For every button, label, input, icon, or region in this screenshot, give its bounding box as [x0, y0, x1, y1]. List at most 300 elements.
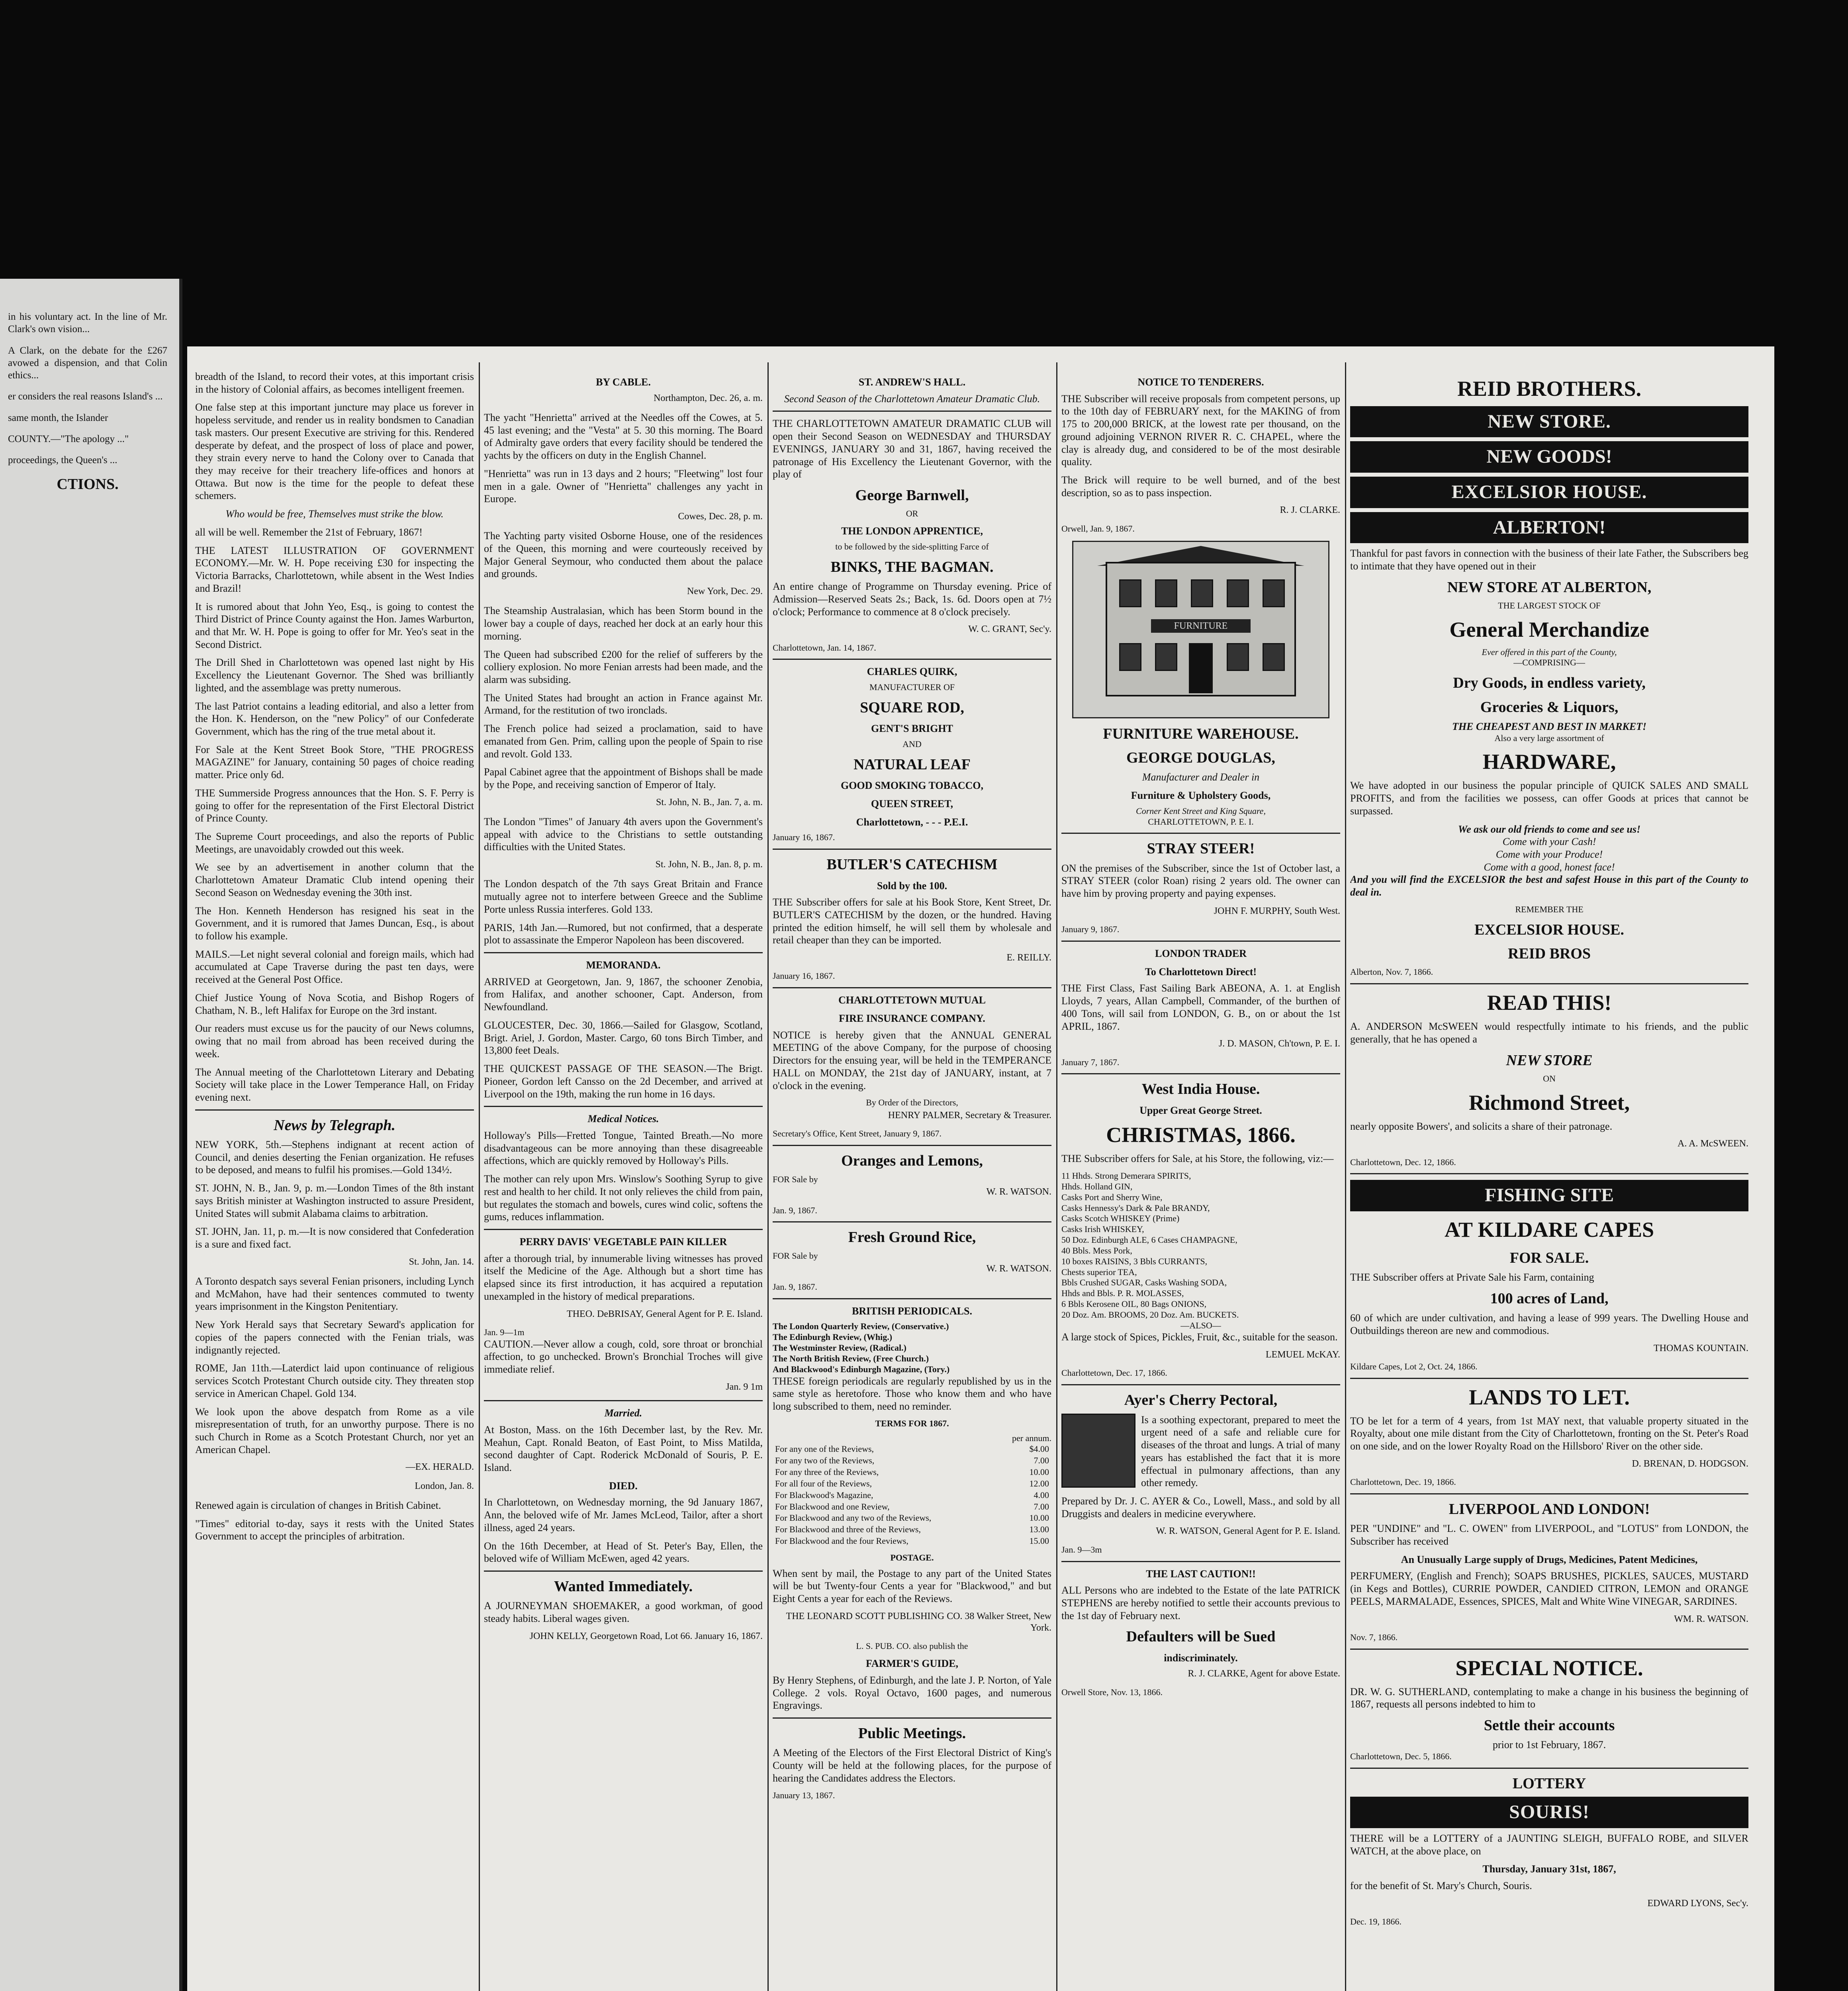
ad-title: LIVERPOOL AND LONDON!: [1449, 1500, 1650, 1518]
column-rule: [1056, 362, 1057, 1991]
ad-text: THE CHEAPEST AND BEST IN MARKET!: [1452, 720, 1647, 732]
cherry-pectoral-engraving: [1061, 1414, 1135, 1488]
news-paragraph: The Annual meeting of the Charlottetown Literary and Debating Society will take place in the Lower Temperance Hall, on Friday evening next.: [195, 1066, 474, 1103]
ad-paragraph: PER "UNDINE" and "L. C. OWEN" from LIVERPOOL, and "LOTUS" from LONDON, the Subscriber has received: [1350, 1523, 1748, 1547]
ad-date: Jan. 9—1m: [484, 1327, 525, 1337]
news-paragraph: The Steamship Australasian, which has been Storm bound in the lower bay a couple of days, reached her dock at an early hour this morning.: [484, 605, 763, 642]
ad-text: Ever offered in this part of the County,: [1482, 647, 1617, 657]
list-item: The Edinburgh Review, (Whig.): [773, 1332, 893, 1342]
ad-text: Charlottetown, - - - P.E.I.: [856, 816, 968, 828]
news-paragraph: The French police had seized a proclamation, said to have emanated from Gen. Prim, calling upon the people of Spain to rise and revolt. Gold 133.: [484, 723, 763, 760]
ad-text: Also a very large assortment of: [1494, 733, 1604, 743]
prev-fragment: CTIONS.: [57, 476, 119, 493]
news-paragraph: ST. JOHN, N. B., Jan. 9, p. m.—London Times of the 8th instant says British minister at Washington instructed to assure President, United States will submit Alabama claims to arbitration.: [195, 1182, 474, 1219]
ad-paragraph: NOTICE is hereby given that the ANNUAL GENERAL MEETING of the above Company, for the purpose of choosing Directors for the ensuing year, will be held in the TEMPERANCE HALL on MONDAY, the 21st day of JANUARY, instant, at 7 o'clock in the evening.: [773, 1029, 1051, 1091]
ad-paragraph: THE Subscriber will receive proposals from competent persons, up to the 10th day of FEBRUARY next, for the MAKING of from 175 to 200,000 BRICK, at the lowest rate per thousand, on the ground adjoining VERNON RIVER R. C. CHAPEL, where the clay is already dug, and considered to be of the most desirable quality.: [1061, 393, 1340, 468]
ad-title: 100 acres of Land,: [1490, 1290, 1609, 1307]
ad-title: FIRE INSURANCE COMPANY.: [839, 1012, 985, 1024]
ad-text: —COMPRISING—: [1513, 657, 1585, 668]
ad-banner: EXCELSIOR HOUSE.: [1350, 477, 1748, 508]
list-item: 10 boxes RAISINS, 3 Bbls CURRANTS,: [1061, 1256, 1208, 1266]
divider: [484, 1571, 763, 1572]
dateline: St. John, N. B., Jan. 8, p. m.: [655, 859, 763, 870]
news-paragraph: THE LATEST ILLUSTRATION OF GOVERNMENT ECONOMY.—Mr. W. H. Pope receiving £30 for inspecting the Victoria Barracks, Charlottetown, while absent in the West Indies and Brazil!: [195, 544, 474, 594]
dateline: —EX. HERALD.: [405, 1462, 474, 1473]
news-paragraph: Chief Justice Young of Nova Scotia, and Bishop Rogers of Chatham, N. B., left Halifax for Europe on the 3rd instant.: [195, 992, 474, 1016]
news-paragraph: New York Herald says that Secretary Seward's application for copies of the papers connected with the Fenian trials, was indignantly rejected.: [195, 1319, 474, 1356]
ad-title: GENT'S BRIGHT: [871, 723, 953, 735]
list-item: Hhds and Bbls. P. R. MOLASSES,: [1061, 1288, 1184, 1299]
ad-date: January 9, 1867.: [1061, 924, 1120, 935]
prev-fragment: same month, the Islander: [8, 412, 108, 423]
table-row: [773, 1490, 1051, 1501]
table-cell: For Blackwood's Magazine,: [775, 1490, 873, 1500]
ad-date: Orwell, Jan. 9, 1867.: [1061, 523, 1135, 534]
ad-banner: SOURIS!: [1350, 1797, 1748, 1828]
ad-signature: A. A. McSWEEN.: [1678, 1138, 1748, 1149]
table-cell: For all four of the Reviews,: [775, 1478, 872, 1488]
news-paragraph: NEW YORK, 5th.—Stephens indignant at recent action of Council, and denies deserting the Fenian organization. He refuses to be deposed, and means to fulfil his promises.—Gold 134½.: [195, 1139, 474, 1176]
ad-paragraph: PERFUMERY, (English and French); SOAPS BRUSHES, PICKLES, SAUCES, MUSTARD (in Kegs and Bottles), CURRIE POWDER, CANDIED CITRON, LEMON and ORANGE PEELS, MARMALADE, Essences, SPICES, Malt and White Wine VINEGAR, SARDINES.: [1350, 1570, 1748, 1607]
ad-paragraph: A large stock of Spices, Pickles, Fruit, &c., suitable for the season.: [1061, 1331, 1338, 1343]
window-shape: [1119, 643, 1141, 671]
ad-title: indiscriminately.: [1164, 1652, 1238, 1664]
ad-text: THE LARGEST STOCK OF: [1498, 600, 1601, 610]
ad-date: Dec. 19, 1866.: [1350, 1916, 1402, 1926]
ad-paragraph: TO be let for a term of 4 years, from 1st MAY next, that valuable property situated in the Royalty, about one mile distant from the City of Charlottetown, fronting on the St. Peter's Road on one side, and on the lower Royalty Road on the Hillsboro' River on the other side.: [1350, 1415, 1748, 1452]
news-paragraph: THE Summerside Progress announces that the Hon. S. F. Perry is going to offer for the representation of the First Electoral District of Prince County.: [195, 787, 474, 824]
ad-title: BINKS, THE BAGMAN.: [830, 558, 994, 575]
section-heading: DIED.: [609, 1480, 638, 1492]
list-item: Chests superior TEA,: [1061, 1267, 1137, 1277]
notice-paragraph: On the 16th December, at Head of St. Peter's Bay, Ellen, the beloved wife of William McEwen, aged 42 years.: [484, 1540, 763, 1565]
ad-text: to be followed by the side-splitting Farce of: [835, 541, 989, 552]
ad-text: AND: [902, 739, 922, 749]
ad-heading: NOTICE TO TENDERERS.: [1137, 376, 1264, 388]
ad-text: L. S. PUB. CO. also publish the: [856, 1641, 968, 1651]
ad-signature: HENRY PALMER, Secretary & Treasurer.: [888, 1110, 1051, 1121]
prev-fragment: er considers the real reasons Island's ...: [8, 391, 163, 402]
ad-signature: EDWARD LYONS, Sec'y.: [1647, 1898, 1748, 1909]
ad-subheading: To Charlottetown Direct!: [1145, 966, 1257, 978]
ad-paragraph: And you will find the EXCELSIOR the best and safest House in this part of the County to deal in.: [1350, 874, 1748, 898]
table-cell: For Blackwood and one Review,: [775, 1501, 890, 1512]
news-paragraph: The London "Times" of January 4th avers upon the Government's appeal with advice to the Christians to settle outstanding difficulties with the United States.: [484, 816, 763, 853]
divider: [484, 1229, 763, 1230]
ad-paragraph: THE CHARLOTTETOWN AMATEUR DRAMATIC CLUB will open their Second Season on WEDNESDAY and THURSDAY EVENINGS, JANUARY 30 and 31, 1867, having received the patronage of His Excellency the Lieutenant Governor, with the play of: [773, 418, 1051, 480]
divider: [773, 849, 1051, 850]
divider: [773, 987, 1051, 988]
ad-signature: W. R. WATSON, General Agent for P. E. Island.: [1156, 1526, 1340, 1537]
news-paragraph: The Yachting party visited Osborne House, one of the residences of the Queen, this morning and were courteously received by Major General Seymour, who conducted them about the palace and grounds.: [484, 530, 763, 580]
news-paragraph: "Henrietta" was run in 13 days and 2 hours; "Fleetwing" lost four men in a gale. Owner of "Henrietta" challenges any yacht in Europe.: [484, 467, 763, 505]
divider: [1350, 1768, 1748, 1769]
ad-paragraph: for the benefit of St. Mary's Church, Souris.: [1350, 1880, 1532, 1891]
ad-text: CHARLOTTETOWN, P. E. I.: [1148, 816, 1254, 827]
ad-signature: WM. R. WATSON.: [1674, 1614, 1748, 1624]
ad-title: CHARLOTTETOWN MUTUAL: [838, 994, 986, 1006]
notice-paragraph: At Boston, Mass. on the 16th December last, by the Rev. Mr. Meahun, Capt. Ronald Beaton, of East Point, to Miss Matilda, second daughter of Capt. Roderick McDonald of Souris, P. E. Island.: [484, 1424, 763, 1473]
table-cell: For any two of the Reviews,: [775, 1455, 875, 1466]
ad-title: NEW STORE AT ALBERTON,: [1447, 579, 1652, 596]
terms-table: [773, 1443, 1051, 1547]
divider: [484, 1106, 763, 1107]
ad-title: REID BROS: [1508, 945, 1591, 962]
ad-signature: JOHN F. MURPHY, South West.: [1214, 906, 1340, 916]
ad-date: January 16, 1867.: [773, 832, 835, 843]
table-cell: 15.00: [1029, 1536, 1049, 1546]
ad-paragraph: The Brick will require to be well burned, and of the best description, so as to pass inspection.: [1061, 474, 1340, 499]
list-item: Bbls Crushed SUGAR, Casks Washing SODA,: [1061, 1277, 1227, 1288]
table-cell: For any three of the Reviews,: [775, 1467, 879, 1477]
divider: [1350, 1378, 1748, 1379]
window-shape: [1191, 579, 1213, 607]
ad-title: Fresh Ground Rice,: [848, 1229, 976, 1246]
table-row: [773, 1455, 1051, 1467]
table-cell: For any one of the Reviews,: [775, 1444, 874, 1454]
ad-text: ON: [1543, 1073, 1556, 1084]
ad-signature: THEO. DeBRISAY, General Agent for P. E. Island.: [567, 1308, 763, 1319]
column-cable-news: [484, 370, 763, 1991]
ad-title: CHARLES QUIRK,: [867, 666, 957, 678]
dateline: Northampton, Dec. 26, a. m.: [654, 393, 763, 403]
table-row: [773, 1535, 1051, 1547]
news-paragraph: ST. JOHN, Jan. 11, p. m.—It is now considered that Confederation is a sure and fixed fact.: [195, 1226, 474, 1250]
ad-paragraph: THE First Class, Fast Sailing Bark ABEONA, A. 1. at English Lloyds, 7 years, Allan Campbell, Commander, of the burthen of 400 Tons, will sail from LONDON, G. B., on or about the 1st APRIL, 1867.: [1061, 982, 1340, 1032]
ad-title: THE LONDON APPRENTICE,: [841, 525, 983, 537]
ad-text: FOR Sale by: [773, 1174, 818, 1184]
list-item: Hhds. Holland GIN,: [1061, 1181, 1133, 1191]
ad-paragraph: Prepared by Dr. J. C. AYER & Co., Lowell, Mass., and sold by all Druggists and dealers in medicine everywhere.: [1061, 1495, 1340, 1520]
news-paragraph: all will be well. Remember the 21st of February, 1867!: [195, 526, 423, 538]
ad-text: By Order of the Directors,: [866, 1097, 958, 1108]
ad-paragraph: ALL Persons who are indebted to the Estate of the late PATRICK STEPHENS are hereby notified to settle their accounts previous to the 1st day of February next.: [1061, 1584, 1340, 1621]
section-heading: Medical Notices.: [587, 1113, 659, 1125]
news-paragraph: A Toronto despatch says several Fenian prisoners, including Lynch and McMahon, have had their sentences commuted to twenty years imprisonment in the Kingston Penitentiary.: [195, 1275, 474, 1312]
list-item: The Westminster Review, (Radical.): [773, 1343, 906, 1353]
window-shape: [1227, 579, 1249, 607]
column-advertisements: [773, 370, 1051, 1991]
news-paragraph: Renewed again is circulation of changes in British Cabinet.: [195, 1499, 441, 1511]
news-paragraph: The yacht "Henrietta" arrived at the Needles off the Cowes, at 5. 45 last evening; and the "Vesta" at 5. 30 this morning. The Board of Admiralty gave orders that every facility should be tendered the yachts by the officers on duty in the English Channel.: [484, 411, 763, 462]
ad-signature: W. R. WATSON.: [986, 1263, 1051, 1274]
divider: [773, 1298, 1051, 1299]
table-cell: 12.00: [1029, 1478, 1049, 1488]
ad-paragraph: A JOURNEYMAN SHOEMAKER, a good workman, of good steady habits. Liberal wages given.: [484, 1600, 763, 1625]
divider: [773, 659, 1051, 660]
ad-signature: JOHN KELLY, Georgetown Road, Lot 66. January 16, 1867.: [529, 1631, 763, 1641]
table-cell: For Blackwood and the four Reviews,: [775, 1536, 908, 1546]
ad-title: FOR SALE.: [1509, 1249, 1589, 1266]
ad-date: Charlottetown, Jan. 14, 1867.: [773, 642, 876, 653]
ad-title: READ THIS!: [1487, 991, 1612, 1015]
news-paragraph: The United States had brought an action in France against Mr. Armand, for the restitution of two ironclads.: [484, 692, 763, 716]
ad-paragraph: THERE will be a LOTTERY of a JAUNTING SLEIGH, BUFFALO ROBE, and SILVER WATCH, at the above place, on: [1350, 1832, 1748, 1857]
ad-paragraph: When sent by mail, the Postage to any part of the United States will be but Twenty-four Cents a year for "Blackwood," and but Eight Cents a year for each of the Reviews.: [773, 1567, 1051, 1605]
news-paragraph: PARIS, 14th Jan.—Rumored, but not confirmed, that a desperate plot to assassinate the Emperor Napoleon has been discovered.: [484, 921, 763, 946]
ad-text: OR: [906, 509, 918, 519]
ad-text: QUEEN STREET,: [871, 798, 953, 810]
divider: [195, 1109, 474, 1111]
divider: [773, 1145, 1051, 1146]
dateline: St. John, Jan. 14.: [409, 1256, 474, 1267]
ad-paragraph: CAUTION.—Never allow a cough, cold, sore throat or bronchial affection, to go unchecked. Brown's Bronchial Troches will give immediate relief.: [484, 1338, 763, 1375]
ad-signature: D. BRENAN, D. HODGSON.: [1632, 1458, 1748, 1469]
divider: [773, 1221, 1051, 1222]
ad-title: LONDON TRADER: [1155, 947, 1247, 959]
ad-text: MANUFACTURER OF: [869, 682, 955, 692]
ad-heading: PERRY DAVIS' VEGETABLE PAIN KILLER: [519, 1236, 727, 1248]
divider: [773, 1717, 1051, 1719]
ad-signature: THOMAS KOUNTAIN.: [1653, 1343, 1748, 1353]
ad-signature: R. J. CLARKE.: [1280, 505, 1340, 516]
ad-paragraph: THE Subscriber offers for sale at his Book Store, Kent Street, Dr. BUTLER'S CATECHISM by the dozen, or the hundred. Having printed the edition himself, he will sell them by wholesale and retail cheaper than they can be imported.: [773, 896, 1051, 946]
news-paragraph: Our readers must excuse us for the paucity of our News columns, owing that no mail from abroad has been received during the week.: [195, 1023, 474, 1060]
ad-signature: W. R. WATSON.: [986, 1187, 1051, 1197]
ad-paragraph: DR. W. G. SUTHERLAND, contemplating to make a change in his business the beginning of 1867, requests all persons indebted to him to: [1350, 1686, 1748, 1710]
divider: [1061, 941, 1340, 942]
ad-title: CHRISTMAS, 1866.: [1106, 1123, 1296, 1147]
ad-date: January 16, 1867.: [773, 971, 835, 981]
ad-title: BUTLER'S CATECHISM: [826, 856, 998, 873]
news-paragraph: Holloway's Pills—Fretted Tongue, Tainted Breath.—No more disadvantageous can be more annoying than these disagreeable affections, which are quickly removed by Holloway's Pills.: [484, 1129, 763, 1167]
ad-title: FURNITURE WAREHOUSE.: [1103, 725, 1299, 742]
ad-paragraph: We have adopted in our business the popular principle of QUICK SALES AND SMALL PROFITS, and from the facilities we possess, can offer Goods at prices that cannot be surpassed.: [1350, 780, 1748, 817]
previous-page-fragment: [0, 279, 182, 1991]
divider: [1061, 1384, 1340, 1385]
ad-title: Ayer's Cherry Pectoral,: [1124, 1392, 1278, 1409]
ad-banner: ALBERTON!: [1350, 512, 1748, 544]
news-paragraph: THE QUICKEST PASSAGE OF THE SEASON.—The Brigt. Pioneer, Gordon left Cansso on the 2d December, and arrived at Liverpool on the 19th, making the run home in 16 days.: [484, 1063, 763, 1100]
ad-text: Come with a good, honest face!: [1484, 861, 1615, 873]
ad-text: Come with your Produce!: [1496, 848, 1603, 860]
dateline: New York, Dec. 29.: [687, 586, 763, 597]
column-advertisements-2: [1061, 370, 1340, 1991]
ad-title: Public Meetings.: [858, 1725, 966, 1742]
divider: [1061, 833, 1340, 834]
news-paragraph: For Sale at the Kent Street Book Store, "THE PROGRESS MAGAZINE" for January, containing 50 pages of choice reading matter. Price only 6d.: [195, 743, 474, 781]
window-shape: [1155, 643, 1177, 671]
ad-date: January 7, 1867.: [1061, 1057, 1120, 1067]
table-row: [773, 1524, 1051, 1535]
table-cell: 10.00: [1029, 1513, 1049, 1523]
ad-text: Manufacturer and Dealer in: [1142, 771, 1260, 783]
ad-banner: NEW STORE.: [1350, 406, 1748, 438]
ad-banner: NEW GOODS!: [1350, 441, 1748, 473]
list-item: Casks Hennessy's Dark & Pale BRANDY,: [1061, 1203, 1210, 1213]
table-cell: 4.00: [1034, 1490, 1049, 1500]
ad-text: REMEMBER THE: [1515, 904, 1584, 914]
ad-date: Jan. 9, 1867.: [773, 1205, 817, 1215]
table-unit: per annum.: [1012, 1433, 1051, 1443]
table-row: [773, 1467, 1051, 1478]
ad-title: REID BROTHERS.: [1457, 377, 1642, 401]
ad-date: Secretary's Office, Kent Street, January 9, 1867.: [773, 1128, 942, 1139]
ad-banner: FISHING SITE: [1350, 1180, 1748, 1211]
ad-date: January 13, 1867.: [773, 1790, 835, 1800]
ad-title: General Merchandize: [1449, 617, 1649, 642]
window-shape: [1263, 579, 1285, 607]
list-item: 6 Bbls Kerosene OIL, 80 Bags ONIONS,: [1061, 1299, 1207, 1309]
news-paragraph: We look upon the above despatch from Rome as a vile misrepresentation of truth, for an unworthy purpose. There is no such Church in Rome as a Scotch Protestant Church, nor yet an American Chapel.: [195, 1406, 474, 1455]
news-paragraph: The Hon. Kenneth Henderson has resigned his seat in the Government, and it is rumored that James Duncan, Esq., is about to follow his example.: [195, 905, 474, 942]
table-cell: $4.00: [1029, 1444, 1049, 1454]
ad-date: Jan. 9 1m: [726, 1381, 763, 1392]
news-paragraph: "Times" editorial to-day, says it rests with the United States Government to accept the principles of arbitration.: [195, 1518, 474, 1542]
dateline: London, Jan. 8.: [415, 1481, 474, 1491]
table-row: [773, 1501, 1051, 1513]
news-paragraph: We see by an advertisement in another column that the Charlottetown Amateur Dramatic Club intend opening their Second Season on Wednesday evening the 30th inst.: [195, 861, 474, 898]
list-item: 20 Doz. Am. BROOMS, 20 Doz. Am. BUCKETS.: [1061, 1309, 1239, 1320]
ad-title: GEORGE DOUGLAS,: [1126, 749, 1275, 766]
divider: [1061, 1073, 1340, 1074]
ad-title: Richmond Street,: [1469, 1090, 1630, 1115]
table-cell: 7.00: [1034, 1455, 1049, 1466]
ad-date: Charlottetown, Dec. 19, 1866.: [1350, 1477, 1456, 1487]
ad-date: Charlottetown, Dec. 17, 1866.: [1061, 1368, 1167, 1378]
ad-title: West India House.: [1141, 1081, 1260, 1098]
table-cell: For Blackwood and three of the Reviews,: [775, 1524, 921, 1535]
news-paragraph: The London despatch of the 7th says Great Britain and France mutually agree not to interfere between Greece and the Sublime Porte unless Russia interferes. Gold 133.: [484, 878, 763, 915]
divider: [1350, 1493, 1748, 1494]
ad-paragraph: ON the premises of the Subscriber, since the 1st of October last, a STRAY STEER (color Roan) rising 2 years old. The owner can have him by proving property and paying expenses.: [1061, 862, 1340, 900]
ad-paragraph: A Meeting of the Electors of the First Electoral District of King's County will be held at the following places, for the purpose of hearing the Candidates address the Electors.: [773, 1747, 1051, 1784]
furniture-warehouse-engraving: [1072, 541, 1329, 718]
column-advertisements-3: [1350, 370, 1748, 1991]
prev-fragment: COUNTY.—"The apology ...": [8, 433, 129, 444]
ad-subheading: Sold by the 100.: [877, 880, 947, 892]
ad-title: NEW STORE: [1506, 1052, 1593, 1069]
ad-title: George Barnwell,: [855, 487, 969, 504]
ad-title: HARDWARE,: [1482, 750, 1616, 774]
news-paragraph: ARRIVED at Georgetown, Jan. 9, 1867, the schooner Zenobia, from Halifax, and another schooner, Capt. Anderson, from Newfoundland.: [484, 976, 763, 1013]
column-rule: [767, 362, 769, 1991]
prev-fragment: A Clark, on the debate for the £267 avowed a dispension, and that Colin ethics...: [8, 345, 167, 381]
news-paragraph: MAILS.—Let night several colonial and foreign mails, which had accumulated at Cape Traverse during the past ten days, were received at the General Post Office.: [195, 948, 474, 986]
dateline: St. John, N. B., Jan. 7, a. m.: [656, 797, 763, 808]
section-heading: BY CABLE.: [596, 376, 651, 388]
ad-date: Orwell Store, Nov. 13, 1866.: [1061, 1687, 1163, 1697]
ad-title: EXCELSIOR HOUSE.: [1474, 921, 1624, 938]
ad-date: Charlottetown, Dec. 12, 1866.: [1350, 1157, 1456, 1167]
ad-title: Oranges and Lemons,: [841, 1152, 983, 1170]
ad-paragraph: By Henry Stephens, of Edinburgh, and the late J. P. Norton, of Yale College. 2 vols. Royal Octavo, 1600 pages, and numerous Engravings.: [773, 1674, 1051, 1711]
ad-subheading: Upper Great George Street.: [1139, 1104, 1262, 1116]
ad-text: FOR Sale by: [773, 1250, 818, 1261]
ad-title: NATURAL LEAF: [854, 756, 971, 773]
ad-subheading: An Unusually Large supply of Drugs, Medicines, Patent Medicines,: [1401, 1553, 1698, 1565]
ad-paragraph: nearly opposite Bowers', and solicits a share of their patronage.: [1350, 1120, 1613, 1132]
list-item: 40 Bbls. Mess Pork,: [1061, 1245, 1132, 1256]
previous-page-column: [8, 311, 167, 1991]
ad-signature: W. C. GRANT, Sec'y.: [968, 624, 1051, 635]
ad-title: Furniture & Upholstery Goods,: [1131, 790, 1271, 801]
dateline: Cowes, Dec. 28, p. m.: [678, 511, 763, 522]
building-shape: [1106, 562, 1296, 696]
divider: [773, 411, 1051, 412]
table-cell: 7.00: [1034, 1501, 1049, 1512]
ad-paragraph: Is a soothing expectorant, prepared to meet the urgent need of a safe and reliable cure for diseases of the throat and lungs. A trial of many years has established the fact that it is more effectual in pulmonary affections, than any other remedy.: [1141, 1414, 1340, 1489]
ad-heading: ST. ANDREW'S HALL.: [858, 376, 966, 388]
news-paragraph: breadth of the Island, to record their votes, at this important crisis in the history of Colonial affairs, as becomes intelligent freemen.: [195, 371, 474, 395]
column-rule: [1345, 362, 1346, 1991]
news-paragraph: The Supreme Court proceedings, and also the reports of Public Meetings, are unavoidably crowded out this week.: [195, 831, 474, 855]
divider: [1350, 1173, 1748, 1174]
ad-paragraph: after a thorough trial, by innumerable living witnesses has proved itself the Medicine of the Age. Although but a short time has elapsed since its first introduction, it has acquired a reputation unexampled in the history of medical preparations.: [484, 1252, 763, 1302]
news-paragraph: It is rumored about that John Yeo, Esq., is going to contest the Third District of Prince County against the Hon. James Warburton, and that Mr. W. H. Pope is going to offer for Mr. Yeo's seat in the Second District.: [195, 600, 474, 650]
newspaper-page: [187, 346, 1774, 1991]
list-item: 50 Doz. Edinburgh ALE, 6 Cases CHAMPAGNE,: [1061, 1235, 1237, 1245]
ad-text: —ALSO—: [1180, 1320, 1221, 1330]
section-heading: News by Telegraph.: [274, 1117, 395, 1134]
prev-fragment: in his voluntary act. In the line of Mr. Clark's own vision...: [8, 311, 167, 335]
ad-title: Settle their accounts: [1484, 1717, 1615, 1734]
ad-signature: J. D. MASON, Ch'town, P. E. I.: [1218, 1039, 1340, 1049]
news-paragraph: GLOUCESTER, Dec. 30, 1866.—Sailed for Glasgow, Scotland, Brigt. Ariel, J. Gordon, Master. Cargo, 60 tons Birch Timber, and 13,800 feet Deals.: [484, 1019, 763, 1056]
table-heading: TERMS FOR 1867.: [875, 1418, 949, 1428]
ad-title: THE LAST CAUTION!!: [1146, 1568, 1256, 1580]
ad-text: prior to 1st February, 1867.: [1492, 1739, 1606, 1751]
news-paragraph: One false step at this important juncture may place us forever in hopeless servitude, and render us in reality bondsmen to Canadian task masters. Our present Executive are striving for this. Rendered desperate by defeat, and the prospect of loss of place and power, they strain every nerve to hand the Colony over to Canada that they may receive for their treachery life-offices and honors at Ottawa. But now is the time for the people to defeat these schemers.: [195, 401, 474, 502]
ad-title: GOOD SMOKING TOBACCO,: [840, 780, 984, 792]
divider: [484, 1400, 763, 1401]
ad-title: AT KILDARE CAPES: [1444, 1217, 1654, 1242]
door-shape: [1189, 643, 1213, 693]
list-item: Casks Scotch WHISKEY (Prime): [1061, 1213, 1180, 1224]
section-heading: Married.: [604, 1407, 642, 1419]
ad-paragraph: A. ANDERSON McSWEEN would respectfully intimate to his friends, and the public generally, that he has opened a: [1350, 1021, 1748, 1045]
table-row: [773, 1443, 1051, 1455]
divider: [484, 952, 763, 953]
list-item: 11 Hhds. Strong Demerara SPIRITS,: [1061, 1171, 1191, 1181]
news-paragraph: The mother can rely upon Mrs. Winslow's Soothing Syrup to give rest and health to her child. It not only relieves the child from pain, but regulates the stomach and bowels, cures wind colic, softens the gums, reduces inflammation.: [484, 1173, 763, 1223]
list-item: Casks Port and Sherry Wine,: [1061, 1192, 1163, 1202]
ad-title: Thursday, January 31st, 1867,: [1482, 1863, 1616, 1875]
divider: [1350, 1649, 1748, 1650]
ad-paragraph: Thankful for past favors in connection with the business of their late Father, the Subscribers beg to intimate that they have opened out in their: [1350, 548, 1748, 572]
ad-title: Dry Goods, in endless variety,: [1453, 675, 1646, 692]
column-news: [195, 370, 474, 1991]
ad-title: STRAY STEER!: [1147, 840, 1255, 857]
ad-signature: LEMUEL McKAY.: [1265, 1349, 1340, 1360]
list-item: The London Quarterly Review, (Conservative.): [773, 1321, 949, 1332]
table-cell: 10.00: [1029, 1467, 1049, 1477]
divider: [1350, 983, 1748, 984]
news-paragraph: The Drill Shed in Charlottetown was opened last night by His Excellency the Lieutenant Governor. The Shed was brilliantly lighted, and the assemblage was pretty numerous.: [195, 657, 474, 694]
window-shape: [1263, 643, 1285, 671]
ad-signature: R. J. CLARKE, Agent for above Estate.: [1188, 1668, 1340, 1679]
window-shape: [1119, 579, 1141, 607]
ad-paragraph: 60 of which are under cultivation, and having a lease of 999 years. The Dwelling House and Outbuildings thereon are new and commodious.: [1350, 1312, 1748, 1336]
divider: [1061, 1561, 1340, 1562]
ad-title: SQUARE ROD,: [860, 699, 964, 716]
table-row: [773, 1512, 1051, 1524]
ad-paragraph: THESE foreign periodicals are regularly republished by us in the same style as heretofore. Those who know them and who have long subscribed to them, need no reminder.: [773, 1375, 1051, 1412]
ad-title: BRITISH PERIODICALS.: [852, 1305, 972, 1317]
ad-title: LOTTERY: [1512, 1775, 1586, 1792]
ad-subheading: Second Season of the Charlottetown Amateur Dramatic Club.: [784, 393, 1040, 405]
list-item: Casks Irish WHISKEY,: [1061, 1224, 1144, 1234]
ad-date: Jan. 9, 1867.: [773, 1281, 817, 1292]
ad-date: Jan. 9—3m: [1061, 1544, 1102, 1555]
ad-paragraph: THE Subscriber offers for Sale, at his Store, the following, viz:—: [1061, 1153, 1334, 1165]
news-paragraph: ROME, Jan 11th.—Laterdict laid upon continuance of religious services Scotch Protestant Church outside city. They threaten stop service in American Chapel. Gold 134.: [195, 1362, 474, 1399]
ad-date: Nov. 7, 1866.: [1350, 1632, 1398, 1642]
ad-text: Come with your Cash!: [1502, 836, 1596, 848]
ad-title: Defaulters will be Sued: [1126, 1628, 1276, 1645]
ad-text: We ask our old friends to come and see us!: [1458, 823, 1641, 835]
table-cell: 13.00: [1029, 1524, 1049, 1535]
